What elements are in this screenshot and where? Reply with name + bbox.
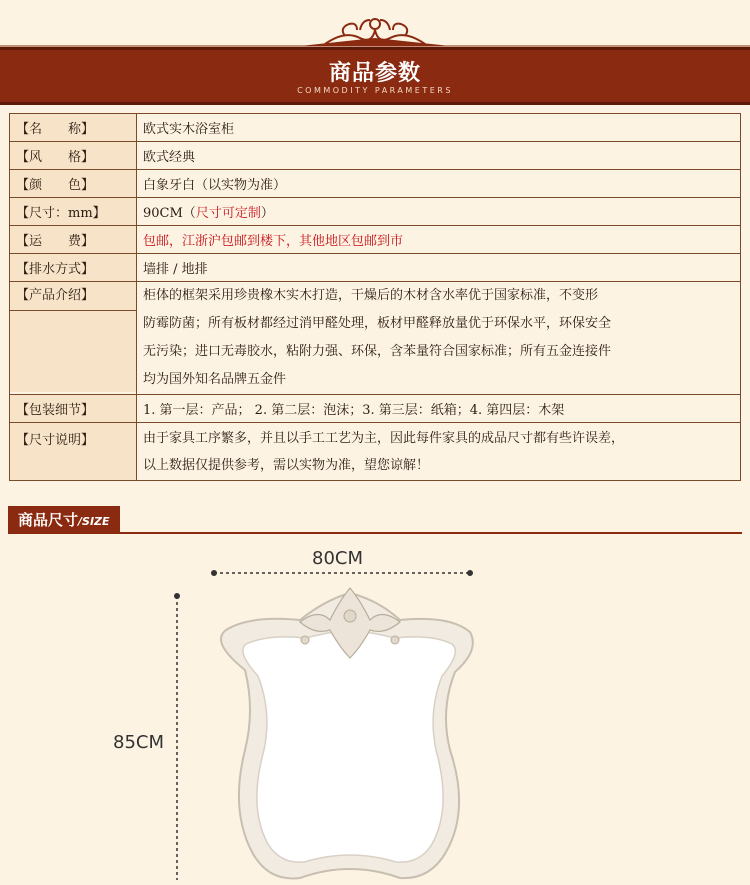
param-label: 【运 费】 — [10, 226, 137, 254]
param-label: 【产品介绍】 — [10, 282, 136, 311]
height-line-start — [174, 593, 180, 599]
explanation-line: 以上数据仅提供参考，需以实物为准，望您谅解！ — [143, 457, 430, 473]
header-title: 商品参数 — [328, 61, 421, 86]
intro-line: 均为国外知名品牌五金件 — [143, 372, 287, 387]
param-value — [137, 198, 741, 226]
size-section-title — [8, 506, 120, 534]
product-intro — [137, 282, 741, 395]
table-row — [10, 282, 741, 395]
param-value: 欧式实木浴室柜 — [137, 114, 741, 142]
width-line-start — [211, 570, 217, 576]
table-row — [10, 142, 741, 170]
shipping-value: 包邮，江浙沪包邮到楼下，其他地区包邮到市 — [137, 226, 741, 254]
param-value: 白象牙白（以实物为准） — [137, 170, 741, 198]
top-scroll-ornament — [0, 0, 750, 50]
explanation-line: 由于家具工序繁多，并且以手工工艺为主，因此每件家具的成品尺寸都有些许误差， — [143, 430, 625, 446]
table-row — [10, 254, 741, 282]
size-title-text: 商品尺寸 — [18, 511, 79, 529]
param-value: 墙排 / 地排 — [137, 254, 741, 282]
size-customizable-note: 尺寸可定制 — [195, 206, 261, 221]
size-title-en: /SIZE — [78, 515, 110, 528]
table-row — [10, 114, 741, 142]
param-label: 【排水方式】 — [10, 254, 137, 282]
param-label: 【颜 色】 — [10, 170, 137, 198]
parameters-table — [9, 113, 741, 481]
intro-line: 柜体的框架采用珍贵橡木实木打造，干燥后的木材含水率优于国家标准，不变形 — [143, 288, 599, 303]
width-dimension-label: 80CM — [312, 548, 364, 569]
param-label: 【名 称】 — [10, 114, 137, 142]
mirror-illustration — [0, 560, 750, 885]
height-dimension-label: 85CM — [113, 732, 165, 753]
table-row — [10, 395, 741, 423]
table-row — [10, 423, 741, 481]
table-row — [10, 226, 741, 254]
table-row — [10, 170, 741, 198]
param-label: 【尺寸：mm】 — [10, 198, 137, 226]
intro-line: 无污染；进口无毒胶水，粘附力强、环保，含苯量符合国家标准；所有五金连接件 — [143, 344, 612, 359]
param-value: 1. 第一层：产品； 2. 第二层：泡沫；3. 第三层：纸箱；4. 第四层：木架 — [137, 395, 741, 423]
param-label: 【风 格】 — [10, 142, 137, 170]
table-row — [10, 198, 741, 226]
size-value: 90CM（ — [143, 206, 196, 221]
size-explanation — [137, 423, 741, 481]
param-label: 【尺寸说明】 — [10, 423, 137, 481]
mirror-frame — [221, 588, 473, 878]
size-value-tail: ） — [260, 206, 274, 221]
header-subtitle: COMMODITY PARAMETERS — [297, 86, 453, 95]
intro-line: 防霉防菌；所有板材都经过消甲醛处理，板材甲醛释放量优于环保水平，环保安全 — [143, 316, 612, 331]
param-value: 欧式经典 — [137, 142, 741, 170]
param-label: 【包装细节】 — [10, 395, 137, 423]
width-line-end — [467, 570, 473, 576]
header-banner — [0, 47, 750, 105]
label-filler — [10, 311, 136, 392]
